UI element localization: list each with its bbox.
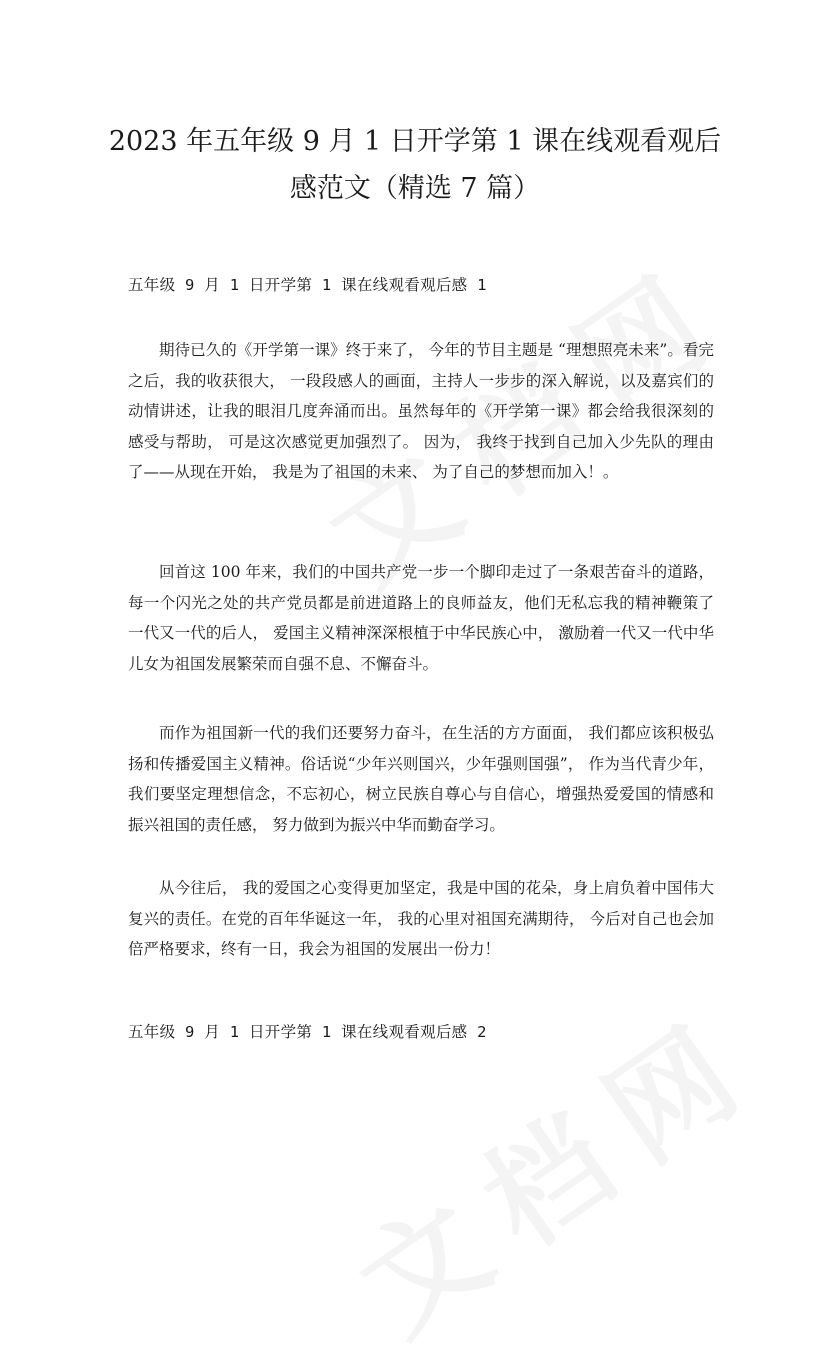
section-heading-2: 五年级 9 月 1 日开学第 1 课在线观看观后感 2 <box>128 1023 487 1041</box>
paragraph-1: 期待已久的《开学第一课》终于来了， 今年的节目主题是 “理想照亮未来”。看完之后，我的收获很大， 一段段感人的画面，主持人一步步的深入解说，以及嘉宾们的动情讲述，让我的眼泪几度奔涌而出。虽然每年的《开学第一课》都会给我很深刻的感受与帮助， 可是这次感觉更加强烈了。 因为， 我终于找到自己加入少先队的理由了——从现在开始， 我是为了祖国的未来、 为了自己的梦想而加入！。 <box>128 341 714 481</box>
document-title: 2023 年五年级 9 月 1 日开学第 1 课在线观看观后感范文（精选 7 篇） <box>108 126 722 204</box>
paragraph-3: 而作为祖国新一代的我们还要努力奋斗，在生活的方方面面， 我们都应该积极弘扬和传播爱国主义精神。俗话说“少年兴则国兴，少年强则国强”， 作为当代青少年，我们要坚定理想信念，不忘初心，树立民族自尊心与自信心，增强热爱爱国的情感和振兴祖国的责任感， 努力做到为振兴中华而勤奋学习。 <box>128 724 714 834</box>
paragraph-2: 回首这 100 年来，我们的中国共产党一步一个脚印走过了一条艰苦奋斗的道路，每一个闪光之处的共产党员都是前进道路上的良师益友，他们无私忘我的精神鞭策了一代又一代的后人， 爱国主义精神深深根植于中华民族心中， 激励着一代又一代中华儿女为祖国发展繁荣而自强不息、不懈奋斗。 <box>128 563 714 673</box>
paragraph-4: 从今往后， 我的爱国之心变得更加坚定，我是中国的花朵，身上肩负着中国伟大复兴的责任。在党的百年华诞这一年， 我的心里对祖国充满期待， 今后对自己也会加倍严格要求，终有一日，我会为祖国的发展出一份力！ <box>128 879 714 958</box>
section-heading-1: 五年级 9 月 1 日开学第 1 课在线观看观后感 1 <box>128 276 487 294</box>
